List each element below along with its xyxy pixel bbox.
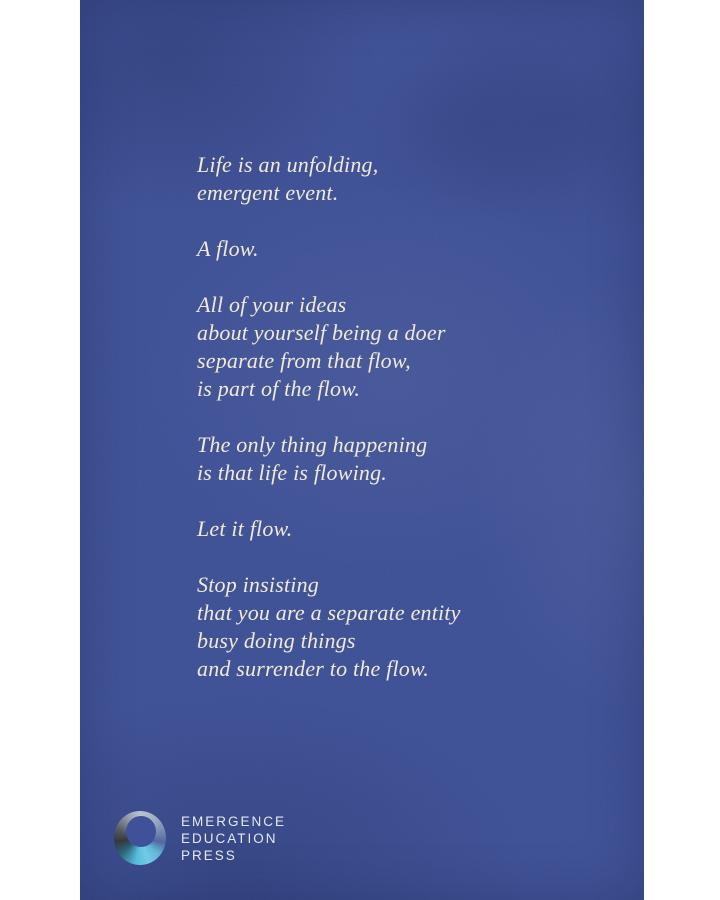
- publisher-name: [181, 813, 286, 864]
- poem-line: about yourself being a doer: [197, 320, 446, 345]
- poem-line: A flow.: [197, 236, 259, 261]
- publisher-name-line: PRESS: [181, 847, 237, 863]
- poem-line: All of your ideas: [197, 292, 347, 317]
- poem-stanza: [197, 151, 461, 207]
- poem: [197, 151, 461, 683]
- poem-line: Life is an unfolding,: [197, 152, 379, 177]
- poem-line: separate from that flow,: [197, 348, 411, 373]
- poem-stanza: [197, 235, 461, 263]
- poster-background: [80, 0, 644, 900]
- poem-line: is part of the flow.: [197, 376, 361, 401]
- poem-line: emergent event.: [197, 180, 339, 205]
- publisher-name-line: EDUCATION: [181, 830, 278, 846]
- publisher-name-line: EMERGENCE: [181, 813, 287, 829]
- ring-swoosh-icon: [114, 811, 166, 865]
- poem-stanza: [197, 431, 461, 487]
- poem-line: The only thing happening: [197, 432, 428, 457]
- poem-stanza: [197, 515, 461, 543]
- publisher-logo: [114, 811, 286, 865]
- poem-stanza: [197, 291, 461, 403]
- poem-line: is that life is flowing.: [197, 460, 387, 485]
- poem-line: and surrender to the flow.: [197, 656, 429, 681]
- poem-line: busy doing things: [197, 628, 356, 653]
- poem-line: that you are a separate entity: [197, 600, 461, 625]
- ring-hole: [126, 816, 156, 847]
- poem-line: Let it flow.: [197, 516, 293, 541]
- poem-stanza: [197, 571, 461, 683]
- poem-line: Stop insisting: [197, 572, 319, 597]
